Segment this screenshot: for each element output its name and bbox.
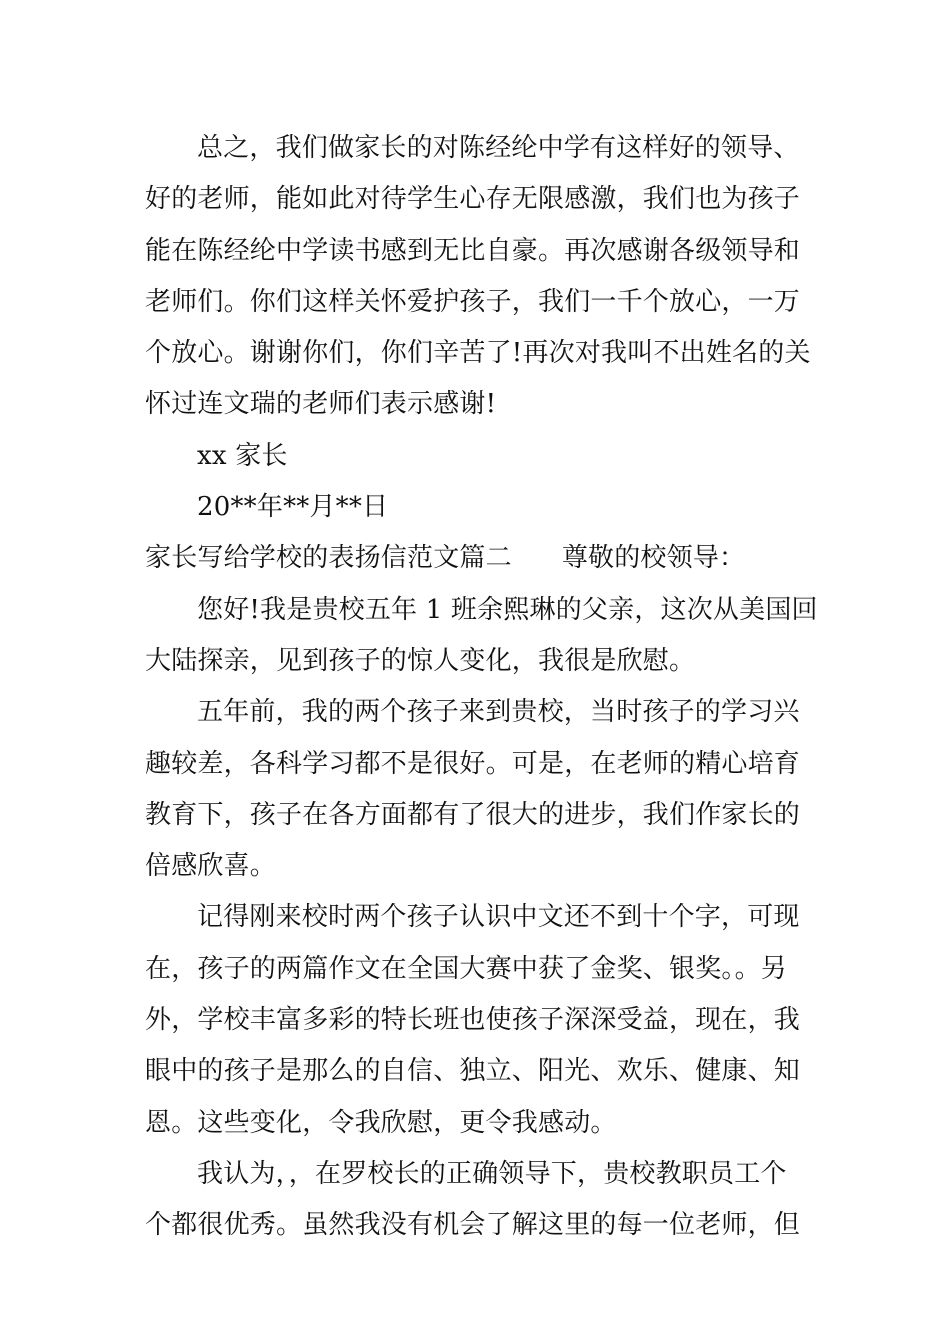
- text-line: 我认为，，在罗校长的正确领导下，贵校教职员工个: [197, 1158, 787, 1189]
- text-line: 记得刚来校时两个孩子认识中文还不到十个字，可现: [197, 902, 800, 933]
- signature: xx 家长: [197, 440, 288, 471]
- text-line: 怀过连文瑞的老师们表示感谢!: [145, 389, 497, 420]
- text-line: 能在陈经纶中学读书感到无比自豪。再次感谢各级领导和: [145, 235, 801, 266]
- text-line: 好的老师，能如此对待学生心存无限感激，我们也为孩子: [145, 184, 801, 215]
- text-line: 在，孩子的两篇作文在全国大赛中获了金奖、银奖。。另: [145, 953, 788, 984]
- paragraph-closing-thanks: [145, 123, 811, 431]
- text-line: 您好!我是贵校五年 1 班余熙琳的父亲，这次从美国回: [197, 594, 818, 625]
- text-line: 恩。这些变化，令我欣慰，更令我感动。: [145, 1107, 617, 1138]
- section-title: 家长写给学校的表扬信范文篇二: [145, 543, 512, 574]
- text-line: 眼中的孩子是那么的自信、独立、阳光、欢乐、健康、知: [145, 1056, 801, 1087]
- paragraph-greeting: [145, 585, 818, 688]
- text-line: 老师们。你们这样关怀爱护孩子，我们一千个放心，一万: [145, 286, 801, 317]
- text-line: 教育下，孩子在各方面都有了很大的进步，我们作家长的: [145, 799, 801, 830]
- text-line: 倍感欣喜。: [145, 851, 277, 882]
- paragraph-progress: [145, 892, 807, 1148]
- text-line: 五年前，我的两个孩子来到贵校，当时孩子的学习兴: [197, 697, 800, 728]
- letter-body: [145, 123, 818, 1252]
- text-line: 个放心。谢谢你们，你们辛苦了!再次对我叫不出姓名的关: [145, 338, 811, 369]
- paragraph-teachers: [145, 1149, 807, 1252]
- salutation: 尊敬的校领导：: [561, 543, 746, 574]
- date: 20**年**月**日: [197, 492, 389, 523]
- text-line: 总之，我们做家长的对陈经纶中学有这样好的领导、: [197, 133, 800, 163]
- text-line: 趣较差，各科学习都不是很好。可是，在老师的精心培育: [145, 748, 801, 779]
- paragraph-five-years-ago: [145, 687, 807, 892]
- text-line: 外，学校丰富多彩的特长班也使孩子深深受益，现在，我: [145, 1005, 801, 1036]
- text-line: 个都很优秀。虽然我没有机会了解这里的每一位老师，但: [145, 1210, 801, 1241]
- section-heading: [145, 533, 807, 584]
- text-line: 大陆探亲，见到孩子的惊人变化，我很是欣慰。: [145, 645, 696, 676]
